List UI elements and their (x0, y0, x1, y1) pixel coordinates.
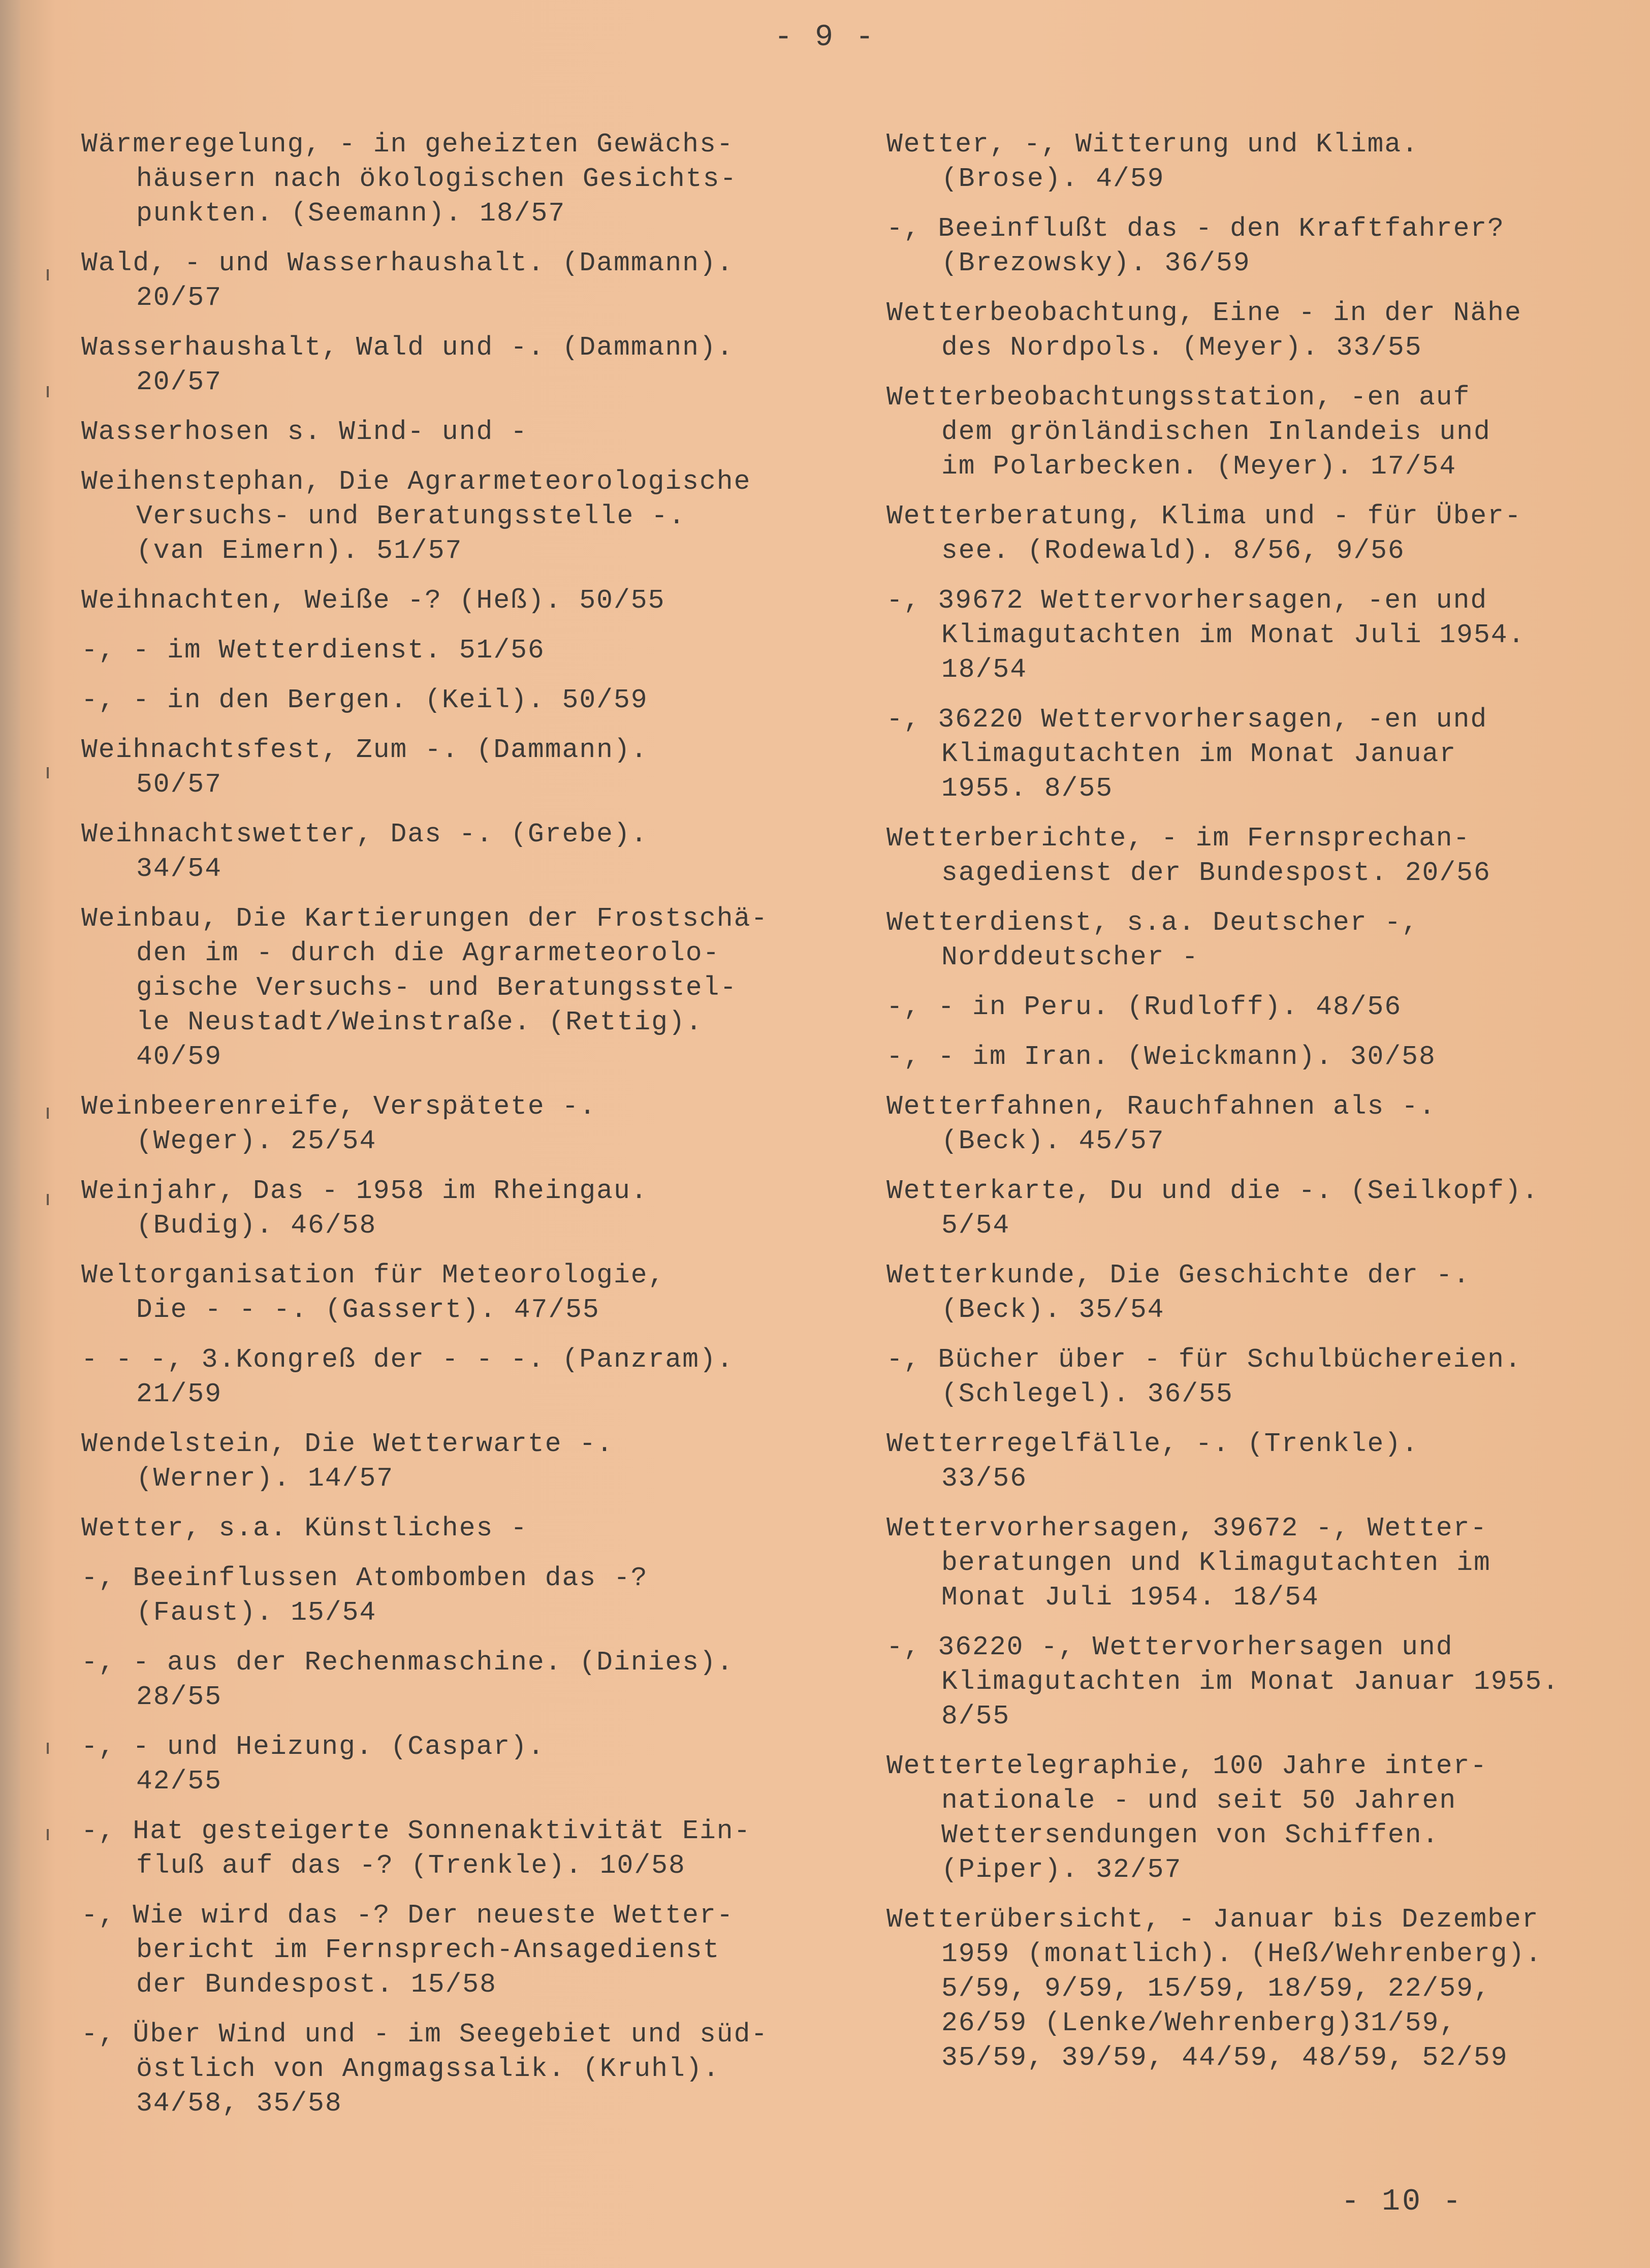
index-entry-line: Klimagutachten im Monat Januar 1955. (941, 1666, 1560, 1697)
index-entry-line: Wald, - und Wasserhaushalt. (Dammann). (81, 248, 734, 278)
index-entry-line: (Faust). 15/54 (136, 1597, 377, 1628)
index-entry-line: punkten. (Seemann). 18/57 (136, 198, 566, 229)
index-entry-line: -, - im Iran. (Weickmann). 30/58 (886, 1042, 1436, 1072)
index-entry-line: (Weger). 25/54 (136, 1126, 377, 1156)
index-entry-line: Versuchs- und Beratungsstelle -. (136, 501, 686, 531)
index-entry (886, 296, 1623, 365)
index-entry (81, 246, 843, 315)
index-entry (81, 1561, 843, 1630)
index-entry-line: le Neustadt/Weinstraße. (Rettig). (136, 1007, 703, 1037)
index-entry (81, 733, 843, 802)
index-entry-line: Weinbeerenreife, Verspätete -. (81, 1091, 597, 1122)
index-entry (886, 1511, 1623, 1615)
index-entry-line: 20/57 (136, 282, 223, 313)
index-entry-line: Weinbau, Die Kartierungen der Frostschä- (81, 903, 769, 934)
index-entry-line: (Piper). 32/57 (941, 1854, 1182, 1885)
index-entry (886, 1089, 1623, 1158)
index-entry (81, 1898, 843, 2002)
index-entry-line: (Budig). 46/58 (136, 1210, 377, 1241)
index-entry-line: 1955. 8/55 (941, 773, 1114, 804)
index-entry (81, 1174, 843, 1243)
index-entry-line: Wettervorhersagen, 39672 -, Wetter- (886, 1513, 1488, 1544)
index-entry-line: 18/54 (941, 654, 1028, 685)
index-entry-line: Wetter, s.a. Künstliches - (81, 1513, 528, 1544)
page-edge (0, 0, 20, 2268)
page-number: - 9 - (774, 20, 876, 55)
index-entry-line: 28/55 (136, 1682, 223, 1712)
index-entry-line: 20/57 (136, 367, 223, 397)
index-entry-line: -, - und Heizung. (Caspar). (81, 1731, 545, 1762)
index-entry-line: Wetterbeobachtung, Eine - in der Nähe (886, 298, 1522, 328)
index-entry-line: dem grönländischen Inlandeis und (941, 417, 1491, 447)
index-entry-line: (Beck). 45/57 (941, 1126, 1165, 1156)
index-entry-line: Wärmeregelung, - in geheizten Gewächs- (81, 129, 734, 160)
index-entry-line: Wetterkunde, Die Geschichte der -. (886, 1260, 1471, 1290)
index-entry (81, 901, 843, 1074)
index-entry-line: -, 39672 Wettervorhersagen, -en und (886, 585, 1488, 616)
index-entry (886, 702, 1623, 806)
index-entry (886, 821, 1623, 890)
index-entry-line: Wetterbeobachtungsstation, -en auf (886, 382, 1471, 413)
index-entry (886, 1342, 1623, 1411)
index-entry-line: Wetterberatung, Klima und - für Über- (886, 501, 1522, 531)
index-entry-line: 5/54 (941, 1210, 1010, 1241)
index-entry (886, 1749, 1623, 1887)
index-entry-line: Wasserhaushalt, Wald und -. (Dammann). (81, 332, 734, 363)
index-entry-line: Weltorganisation für Meteorologie, (81, 1260, 665, 1290)
index-entry (81, 1089, 843, 1158)
margin-mark (47, 1829, 49, 1840)
index-entry (886, 1174, 1623, 1243)
index-entry (886, 1902, 1623, 2075)
index-entry (81, 1814, 843, 1883)
index-entry-line: Wendelstein, Die Wetterwarte -. (81, 1429, 614, 1459)
index-entry (886, 380, 1623, 484)
index-entry (81, 2017, 843, 2121)
index-entry (81, 330, 843, 399)
index-entry (886, 1040, 1623, 1074)
margin-mark (47, 269, 49, 280)
index-entry (81, 464, 843, 568)
index-entry-line: fluß auf das -? (Trenkle). 10/58 (136, 1850, 686, 1881)
index-entry-line: -, Bücher über - für Schulbüchereien. (886, 1344, 1522, 1375)
index-entry-line: sagedienst der Bundespost. 20/56 (941, 858, 1491, 888)
index-entry (81, 1342, 843, 1411)
index-entry-line: Wetter, -, Witterung und Klima. (886, 129, 1419, 160)
index-entry-line: 5/59, 9/59, 15/59, 18/59, 22/59, (941, 1973, 1491, 2004)
margin-mark (47, 1108, 49, 1119)
index-entry-line: östlich von Angmagssalik. (Kruhl). (136, 2054, 720, 2084)
index-column-right (886, 127, 1623, 2090)
index-entry (886, 127, 1623, 196)
index-entry (886, 583, 1623, 687)
index-entry (81, 127, 843, 231)
index-entry-line: see. (Rodewald). 8/56, 9/56 (941, 536, 1405, 566)
index-entry-line: Wetterübersicht, - Januar bis Dezember (886, 1904, 1539, 1935)
index-entry-line: Weihnachtsfest, Zum -. (Dammann). (81, 735, 648, 765)
index-entry-line: Wettertelegraphie, 100 Jahre inter- (886, 1751, 1488, 1781)
index-entry-line: 33/56 (941, 1463, 1028, 1494)
index-entry-line: Norddeutscher - (941, 942, 1199, 972)
index-entry-line: (Beck). 35/54 (941, 1295, 1165, 1325)
index-entry-line: - - -, 3.Kongreß der - - -. (Panzram). (81, 1344, 734, 1375)
index-entry (886, 905, 1623, 974)
index-entry-line: 42/55 (136, 1766, 223, 1797)
index-entry (81, 817, 843, 886)
index-entry (886, 499, 1623, 568)
margin-mark (47, 386, 49, 397)
index-entry (886, 1258, 1623, 1327)
index-entry-line: (Brose). 4/59 (941, 164, 1165, 194)
index-entry-line: nationale - und seit 50 Jahren (941, 1785, 1457, 1816)
index-entry-line: Klimagutachten im Monat Juli 1954. (941, 620, 1526, 650)
index-entry-line: -, 36220 -, Wettervorhersagen und (886, 1632, 1453, 1662)
index-entry-line: Weihnachtswetter, Das -. (Grebe). (81, 819, 648, 849)
index-entry-line: -, 36220 Wettervorhersagen, -en und (886, 704, 1488, 735)
index-entry-line: Weihnachten, Weiße -? (Heß). 50/55 (81, 585, 665, 616)
index-entry-line: Klimagutachten im Monat Januar (941, 739, 1457, 769)
index-entry-line: des Nordpols. (Meyer). 33/55 (941, 332, 1422, 363)
index-entry-line: 21/59 (136, 1379, 223, 1409)
next-page-number: - 10 - (1341, 2185, 1464, 2219)
index-entry-line: Die - - -. (Gassert). 47/55 (136, 1295, 600, 1325)
index-entry (886, 1630, 1623, 1734)
index-entry-line: 26/59 (Lenke/Wehrenberg)31/59, (941, 2008, 1457, 2038)
index-entry-line: Monat Juli 1954. 18/54 (941, 1582, 1319, 1613)
index-entry-line: Weinjahr, Das - 1958 im Rheingau. (81, 1176, 648, 1206)
index-entry-line: (Schlegel). 36/55 (941, 1379, 1233, 1409)
index-entry-line: Weihenstephan, Die Agrarmeteorologische (81, 466, 751, 497)
margin-mark (47, 1194, 49, 1205)
index-entry-line: -, - aus der Rechenmaschine. (Dinies). (81, 1647, 734, 1678)
index-entry (81, 583, 843, 618)
index-entry-line: 50/57 (136, 769, 223, 800)
index-entry-line: -, Über Wind und - im Seegebiet und süd- (81, 2019, 769, 2050)
index-entry-line: im Polarbecken. (Meyer). 17/54 (941, 451, 1457, 482)
index-entry-line: (Brezowsky). 36/59 (941, 248, 1251, 278)
index-entry (886, 211, 1623, 280)
index-entry-line: -, Hat gesteigerte Sonnenaktivität Ein- (81, 1816, 751, 1846)
index-entry (886, 990, 1623, 1024)
index-entry-line: Wetterberichte, - im Fernsprechan- (886, 823, 1471, 854)
index-entry-line: -, - in den Bergen. (Keil). 50/59 (81, 685, 648, 715)
index-entry-line: 8/55 (941, 1701, 1010, 1731)
index-entry-line: den im - durch die Agrarmeteorolo- (136, 938, 720, 968)
index-entry (886, 1427, 1623, 1496)
index-entry (81, 1258, 843, 1327)
margin-mark (47, 1743, 49, 1754)
index-entry (81, 1427, 843, 1496)
index-entry-line: -, Wie wird das -? Der neueste Wetter- (81, 1900, 734, 1931)
index-entry-line: der Bundespost. 15/58 (136, 1969, 497, 2000)
index-entry-line: (van Eimern). 51/57 (136, 536, 463, 566)
index-entry-line: Wetterdienst, s.a. Deutscher -, (886, 907, 1419, 938)
index-entry-line: 40/59 (136, 1042, 223, 1072)
index-entry-line: (Werner). 14/57 (136, 1463, 394, 1494)
index-entry (81, 683, 843, 717)
index-entry (81, 1645, 843, 1714)
index-entry-line: -, Beeinflussen Atombomben das -? (81, 1563, 648, 1593)
index-entry-line: Wetterkarte, Du und die -. (Seilkopf). (886, 1176, 1539, 1206)
index-entry (81, 1729, 843, 1799)
index-entry-line: -, - im Wetterdienst. 51/56 (81, 635, 545, 666)
index-entry-line: -, - in Peru. (Rudloff). 48/56 (886, 992, 1402, 1022)
index-entry-line: gische Versuchs- und Beratungsstel- (136, 972, 738, 1003)
margin-mark (47, 767, 49, 778)
index-entry-line: beratungen und Klimagutachten im (941, 1548, 1491, 1578)
index-entry (81, 633, 843, 668)
index-entry-line: Wetterfahnen, Rauchfahnen als -. (886, 1091, 1436, 1122)
index-entry-line: 34/54 (136, 854, 223, 884)
index-entry-line: bericht im Fernsprech-Ansagedienst (136, 1935, 720, 1965)
index-entry-line: 34/58, 35/58 (136, 2088, 342, 2119)
index-entry-line: Wettersendungen von Schiffen. (941, 1820, 1440, 1850)
index-entry (81, 1511, 843, 1546)
index-column-left (81, 127, 843, 2136)
index-entry (81, 415, 843, 449)
index-entry-line: -, Beeinflußt das - den Kraftfahrer? (886, 213, 1505, 244)
index-entry-line: 35/59, 39/59, 44/59, 48/59, 52/59 (941, 2042, 1508, 2073)
index-entry-line: häusern nach ökologischen Gesichts- (136, 164, 738, 194)
index-entry-line: Wetterregelfälle, -. (Trenkle). (886, 1429, 1419, 1459)
index-entry-line: 1959 (monatlich). (Heß/Wehrenberg). (941, 1939, 1543, 1969)
index-entry-line: Wasserhosen s. Wind- und - (81, 417, 528, 447)
